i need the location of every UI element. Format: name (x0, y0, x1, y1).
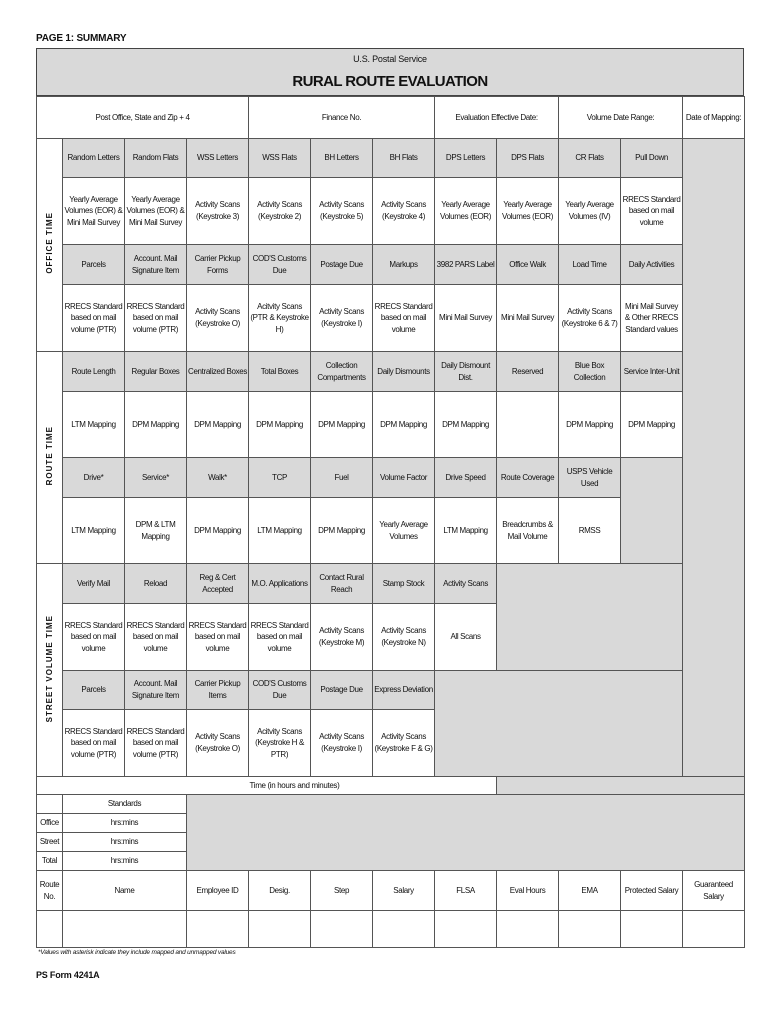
standards-office-value[interactable]: hrs:mins (63, 814, 187, 833)
date-of-mapping-field[interactable] (683, 97, 745, 139)
route-r1-v2: DPM Mapping (187, 392, 249, 458)
office-r2-v6: Mini Mail Survey (435, 285, 497, 352)
office-r1-v4: Activity Scans (Keystroke 5) (311, 178, 373, 245)
right-shaded-column (683, 139, 745, 777)
street-r2-v2: Activity Scans (Keystroke O) (187, 710, 249, 777)
emp-desig-input[interactable] (249, 911, 311, 948)
office-r1-h9: Pull Down (621, 139, 683, 178)
route-time-label: ROUTE TIME (37, 352, 63, 564)
route-r1-h5: Daily Dismounts (373, 352, 435, 392)
office-r1-h6: DPS Letters (435, 139, 497, 178)
form-title: RURAL ROUTE EVALUATION (292, 73, 488, 90)
street-r1-v3: RRECS Standard based on mail volume (249, 604, 311, 671)
route-r2-v2: DPM Mapping (187, 498, 249, 564)
standards-title-row (37, 795, 745, 814)
emp-flsa-input[interactable] (435, 911, 497, 948)
office-r1-v6: Yearly Average Volumes (EOR) (435, 178, 497, 245)
office-r2-h0: Parcels (63, 245, 125, 285)
street-r2-v0: RRECS Standard based on mail volume (PTR) (63, 710, 125, 777)
effective-date-label: Evaluation Effective Date: (455, 112, 538, 122)
route-r1-v6: DPM Mapping (435, 392, 497, 458)
route-r1-h7: Reserved (497, 352, 559, 392)
post-office-label: Post Office, State and Zip + 4 (95, 112, 190, 122)
route-row1-values (37, 392, 745, 458)
street-r2-v4: Activity Scans (Keystroke I) (311, 710, 373, 777)
office-r2-h2: Carrier Pickup Forms (187, 245, 249, 285)
emp-h-step: Step (311, 871, 373, 911)
street-r1-h2: Reg & Cert Accepted (187, 564, 249, 604)
route-r2-h4: Fuel (311, 458, 373, 498)
office-r2-v5: RRECS Standard based on mail volume (373, 285, 435, 352)
finance-no-field[interactable] (249, 97, 435, 139)
office-r1-h3: WSS Flats (249, 139, 311, 178)
emp-h-route-no: Route No. (37, 871, 63, 911)
route-r2-v5: Yearly Average Volumes (373, 498, 435, 564)
office-r2-h7: Office Walk (497, 245, 559, 285)
route-r1-h4: Collection Compartments (311, 352, 373, 392)
standards-shaded-area (187, 795, 745, 871)
route-r1-h9: Service Inter-Unit (621, 352, 683, 392)
route-r1-v0: LTM Mapping (63, 392, 125, 458)
office-row1-headers (37, 139, 745, 178)
street-r1-h1: Reload (125, 564, 187, 604)
route-r2-v3: LTM Mapping (249, 498, 311, 564)
evaluation-grid (36, 96, 745, 948)
emp-h-eval-hours: Eval Hours (497, 871, 559, 911)
standards-blank (37, 795, 63, 814)
route-r1-v7 (497, 392, 559, 458)
page-label: PAGE 1: SUMMARY (36, 33, 127, 44)
office-r2-h5: Markups (373, 245, 435, 285)
route-r1-v5: DPM Mapping (373, 392, 435, 458)
street-r1-h4: Contact Rural Reach (311, 564, 373, 604)
office-r2-h4: Postage Due (311, 245, 373, 285)
street-r2-v3: Acitvity Scans (Keystroke H & PTR) (249, 710, 311, 777)
route-row1-headers (37, 352, 745, 392)
office-row2-headers (37, 245, 745, 285)
volume-date-range-field[interactable] (559, 97, 683, 139)
route-r1-v9: DPM Mapping (621, 392, 683, 458)
street-r1-h3: M.O. Applications (249, 564, 311, 604)
street-r2-v1: RRECS Standard based on mail volume (PTR) (125, 710, 187, 777)
emp-step-input[interactable] (311, 911, 373, 948)
street-r2-h1: Account. Mail Signature Item (125, 671, 187, 710)
effective-date-field[interactable] (435, 97, 559, 139)
office-r2-v7: Mini Mail Survey (497, 285, 559, 352)
office-time-label: OFFICE TIME (37, 139, 63, 352)
street-r2-h4: Postage Due (311, 671, 373, 710)
standards-street-label: Street (37, 833, 63, 852)
route-r1-h2: Centralized Boxes (187, 352, 249, 392)
route-r1-v8: DPM Mapping (559, 392, 621, 458)
street-r1-v5: Activity Scans (Keystroke N) (373, 604, 435, 671)
employee-entry-row (37, 911, 745, 948)
street-r1-v4: Activity Scans (Keystroke M) (311, 604, 373, 671)
office-r1-v1: Yearly Average Volumes (EOR) & Mini Mail Survey (125, 178, 187, 245)
emp-employee-id-input[interactable] (187, 911, 249, 948)
office-r1-h2: WSS Letters (187, 139, 249, 178)
date-of-mapping-label: Date of Mapping: (685, 112, 742, 122)
emp-salary-input[interactable] (373, 911, 435, 948)
street-shaded-block-2 (435, 671, 683, 777)
route-r1-h0: Route Length (63, 352, 125, 392)
street-r2-h0: Parcels (63, 671, 125, 710)
route-r2-h8: USPS Vehicle Used (559, 458, 621, 498)
route-r2-h2: Walk* (187, 458, 249, 498)
street-r2-h5: Express Deviation (373, 671, 435, 710)
street-r2-h3: COD'S Customs Due (249, 671, 311, 710)
post-office-field[interactable] (37, 97, 249, 139)
form-header (36, 48, 744, 96)
route-r2-v1: DPM & LTM Mapping (125, 498, 187, 564)
standards-title: Standards (63, 795, 187, 814)
street-r1-v1: RRECS Standard based on mail volume (125, 604, 187, 671)
route-r1-v3: DPM Mapping (249, 392, 311, 458)
office-r2-v8: Activity Scans (Keystroke 6 & 7) (559, 285, 621, 352)
route-r2-h7: Route Coverage (497, 458, 559, 498)
info-row (37, 97, 745, 139)
street-r1-v2: RRECS Standard based on mail volume (187, 604, 249, 671)
emp-h-flsa: FLSA (435, 871, 497, 911)
office-r2-h3: COD'S Customs Due (249, 245, 311, 285)
office-r2-v1: RRECS Standard based on mail volume (PTR) (125, 285, 187, 352)
office-row1-values (37, 178, 745, 245)
office-r2-v3: Acitvity Scans (PTR & Keystroke H) (249, 285, 311, 352)
office-r1-v0: Yearly Average Volumes (EOR) & Mini Mail Survey (63, 178, 125, 245)
office-r1-v5: Activity Scans (Keystroke 4) (373, 178, 435, 245)
route-r2-v6: LTM Mapping (435, 498, 497, 564)
volume-date-range-label: Volume Date Range: (586, 112, 655, 122)
route-r2-h0: Drive* (63, 458, 125, 498)
emp-h-name: Name (63, 871, 187, 911)
office-r1-h5: BH Flats (373, 139, 435, 178)
route-shaded-cell (621, 458, 683, 564)
office-r2-v2: Activity Scans (Keystroke O) (187, 285, 249, 352)
emp-h-salary: Salary (373, 871, 435, 911)
office-r2-v9: Mini Mail Survey & Other RRECS Standard values (621, 285, 683, 352)
office-r2-h6: 3982 PARS Label (435, 245, 497, 285)
emp-h-desig: Desig. (249, 871, 311, 911)
standards-street-value[interactable]: hrs:mins (63, 833, 187, 852)
route-r2-v4: DPM Mapping (311, 498, 373, 564)
street-shaded-block-1 (497, 564, 683, 671)
emp-route-no-input[interactable] (37, 911, 63, 948)
route-r1-v4: DPM Mapping (311, 392, 373, 458)
route-r2-v0: LTM Mapping (63, 498, 125, 564)
route-r2-v8: RMSS (559, 498, 621, 564)
office-r2-h8: Load Time (559, 245, 621, 285)
office-r2-v0: RRECS Standard based on mail volume (PTR) (63, 285, 125, 352)
finance-no-label: Finance No. (321, 112, 362, 122)
emp-guaranteed-salary-input[interactable] (683, 911, 745, 948)
office-r1-v7: Yearly Average Volumes (EOR) (497, 178, 559, 245)
route-r1-h1: Regular Boxes (125, 352, 187, 392)
standards-total-label: Total (37, 852, 63, 871)
office-r2-v4: Activity Scans (Keystroke I) (311, 285, 373, 352)
office-r1-h7: DPS Flats (497, 139, 559, 178)
employee-header-row (37, 871, 745, 911)
route-r1-h8: Blue Box Collection (559, 352, 621, 392)
street-r1-h0: Verify Mail (63, 564, 125, 604)
route-row2-headers (37, 458, 745, 498)
emp-name-input[interactable] (63, 911, 187, 948)
office-r2-h9: Daily Activities (621, 245, 683, 285)
office-r1-h8: CR Flats (559, 139, 621, 178)
emp-h-protected-salary: Protected Salary (621, 871, 683, 911)
emp-h-ema: EMA (559, 871, 621, 911)
footnote: *Values with asterisk indicate they include mapped and unmapped values (38, 949, 236, 956)
street-r2-v5: Activity Scans (Keystroke F & G) (373, 710, 435, 777)
route-r1-h6: Daily Dismount Dist. (435, 352, 497, 392)
street-r1-v0: RRECS Standard based on mail volume (63, 604, 125, 671)
emp-h-guaranteed-salary: Guaranteed Salary (683, 871, 745, 911)
street-r1-h6: Activity Scans (435, 564, 497, 604)
time-label: Time (in hours and minutes) (249, 777, 497, 795)
office-r2-h1: Account. Mail Signature Item (125, 245, 187, 285)
office-r1-h4: BH Letters (311, 139, 373, 178)
route-r2-h6: Drive Speed (435, 458, 497, 498)
standards-office-label: Office (37, 814, 63, 833)
route-r2-h1: Service* (125, 458, 187, 498)
emp-eval-hours-input[interactable] (497, 911, 559, 948)
route-r2-v7: Breadcrumbs & Mail Volume (497, 498, 559, 564)
route-r1-v1: DPM Mapping (125, 392, 187, 458)
street-r1-v6: All Scans (435, 604, 497, 671)
office-r1-h0: Random Letters (63, 139, 125, 178)
street-r1-h5: Stamp Stock (373, 564, 435, 604)
office-r1-v3: Activity Scans (Keystroke 2) (249, 178, 311, 245)
emp-protected-salary-input[interactable] (621, 911, 683, 948)
emp-h-employee-id: Employee ID (187, 871, 249, 911)
route-r2-h5: Volume Factor (373, 458, 435, 498)
office-r1-v2: Activity Scans (Keystroke 3) (187, 178, 249, 245)
evaluation-form (36, 48, 744, 948)
office-r1-v9: RRECS Standard based on mail volume (621, 178, 683, 245)
office-r1-h1: Random Flats (125, 139, 187, 178)
office-r1-v8: Yearly Average Volumes (IV) (559, 178, 621, 245)
street-volume-time-label: STREET VOLUME TIME (37, 564, 63, 777)
street-row1-headers (37, 564, 745, 604)
street-row2-headers (37, 671, 745, 710)
emp-ema-input[interactable] (559, 911, 621, 948)
time-row-shaded (497, 777, 745, 795)
route-r1-h3: Total Boxes (249, 352, 311, 392)
time-row-blank (37, 777, 249, 795)
route-r2-h3: TCP (249, 458, 311, 498)
standards-total-value[interactable]: hrs:mins (63, 852, 187, 871)
time-row (37, 777, 745, 795)
office-row2-values (37, 285, 745, 352)
agency-name: U.S. Postal Service (353, 54, 427, 64)
form-number: PS Form 4241A (36, 970, 100, 980)
street-r2-h2: Carrier Pickup Items (187, 671, 249, 710)
